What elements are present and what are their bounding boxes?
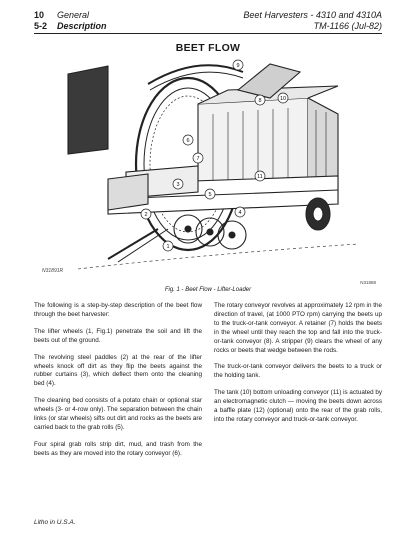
footer-litho: Litho in U.S.A.: [34, 519, 76, 526]
manual-title: Beet Harvesters - 4310 and 4310A: [243, 10, 382, 20]
section-number: 5-2: [34, 21, 48, 31]
callout-5: [205, 189, 215, 199]
svg-text:1: 1: [166, 244, 170, 250]
callout-6: [183, 135, 193, 145]
paragraph: The rotary conveyor revolves at approximately 12 rpm in the direction of travel, (at 1000 PTO rpm) carrying the beets up to the truck-or-tank conveyor. A retainer (7) holds the beets in the wheel until they reach the top and fall into the truck-or-tank conveyor (8). A stripper (9) clears the wheel of any rocks or beets that wedge between the rods.: [214, 302, 382, 354]
callout-1: [163, 241, 173, 251]
svg-text:5: 5: [208, 192, 212, 198]
page-title: BEET FLOW: [175, 42, 241, 54]
body-right-column: [214, 302, 382, 433]
svg-text:10: 10: [279, 96, 287, 102]
svg-text:4: 4: [238, 210, 242, 216]
page-number: 10: [34, 10, 45, 20]
paragraph: The cleaning bed consists of a potato chain or optional star wheels (3- or 4-row only). The separation between the chain links (or star wheels) sifts out dirt and rocks as the beets are carried back to the grab rolls (5).: [34, 397, 202, 431]
paragraph: The following is a step-by-step description of the beet flow through the beet harvester:: [34, 302, 202, 318]
svg-text:9: 9: [236, 63, 240, 69]
svg-text:3: 3: [176, 182, 180, 188]
svg-text:6: 6: [186, 138, 190, 144]
body-left-column: [34, 302, 202, 467]
paragraph: The truck-or-tank conveyor delivers the beets to a truck or the holding tank.: [214, 363, 382, 380]
paragraph: The revolving steel paddles (2) at the rear of the lifter wheels knock off dirt as they flip the beets against the rubber curtains (3), which deflect them onto the cleaning bed (4).: [34, 353, 202, 388]
svg-text:2: 2: [144, 212, 148, 218]
beet-harvester-illustration: [38, 54, 380, 286]
figure-code-left: N31891R: [42, 268, 64, 274]
svg-text:7: 7: [196, 156, 200, 162]
callout-8: [255, 95, 265, 105]
svg-text:11: 11: [257, 174, 263, 180]
callout-3: [173, 179, 183, 189]
subsection-name: Description: [57, 21, 107, 31]
paragraph: The lifter wheels (1, Fig.1) penetrate the soil and lift the beets out of the ground.: [34, 327, 202, 344]
callout-4: [235, 207, 245, 217]
header-rule: [34, 33, 382, 34]
paragraph: Four spiral grab rolls strip dirt, mud, and trash from the beets as they are moved into the rotary conveyor (6).: [34, 440, 202, 457]
paragraph: The tank (10) bottom unloading conveyor (11) is actuated by an electromagnetic clutch — moving the beets down across a baffle plate (12) (optional) onto the rear of the grab rolls, into the rotary conveyor and truck-or-tank conveyor.: [214, 389, 382, 423]
figure-caption: Fig. 1 - Beet Flow - Lifter-Loader: [164, 287, 252, 293]
callout-7: [193, 153, 203, 163]
manual-id: TM-1166 (Jul-82): [313, 21, 382, 31]
figure-code-right: N31888: [360, 280, 376, 285]
callout-2: [141, 209, 151, 219]
section-name: General: [57, 10, 90, 20]
callout-10: [278, 93, 288, 103]
svg-text:8: 8: [258, 98, 262, 104]
callout-11: [255, 171, 265, 181]
callout-9: [233, 60, 243, 70]
